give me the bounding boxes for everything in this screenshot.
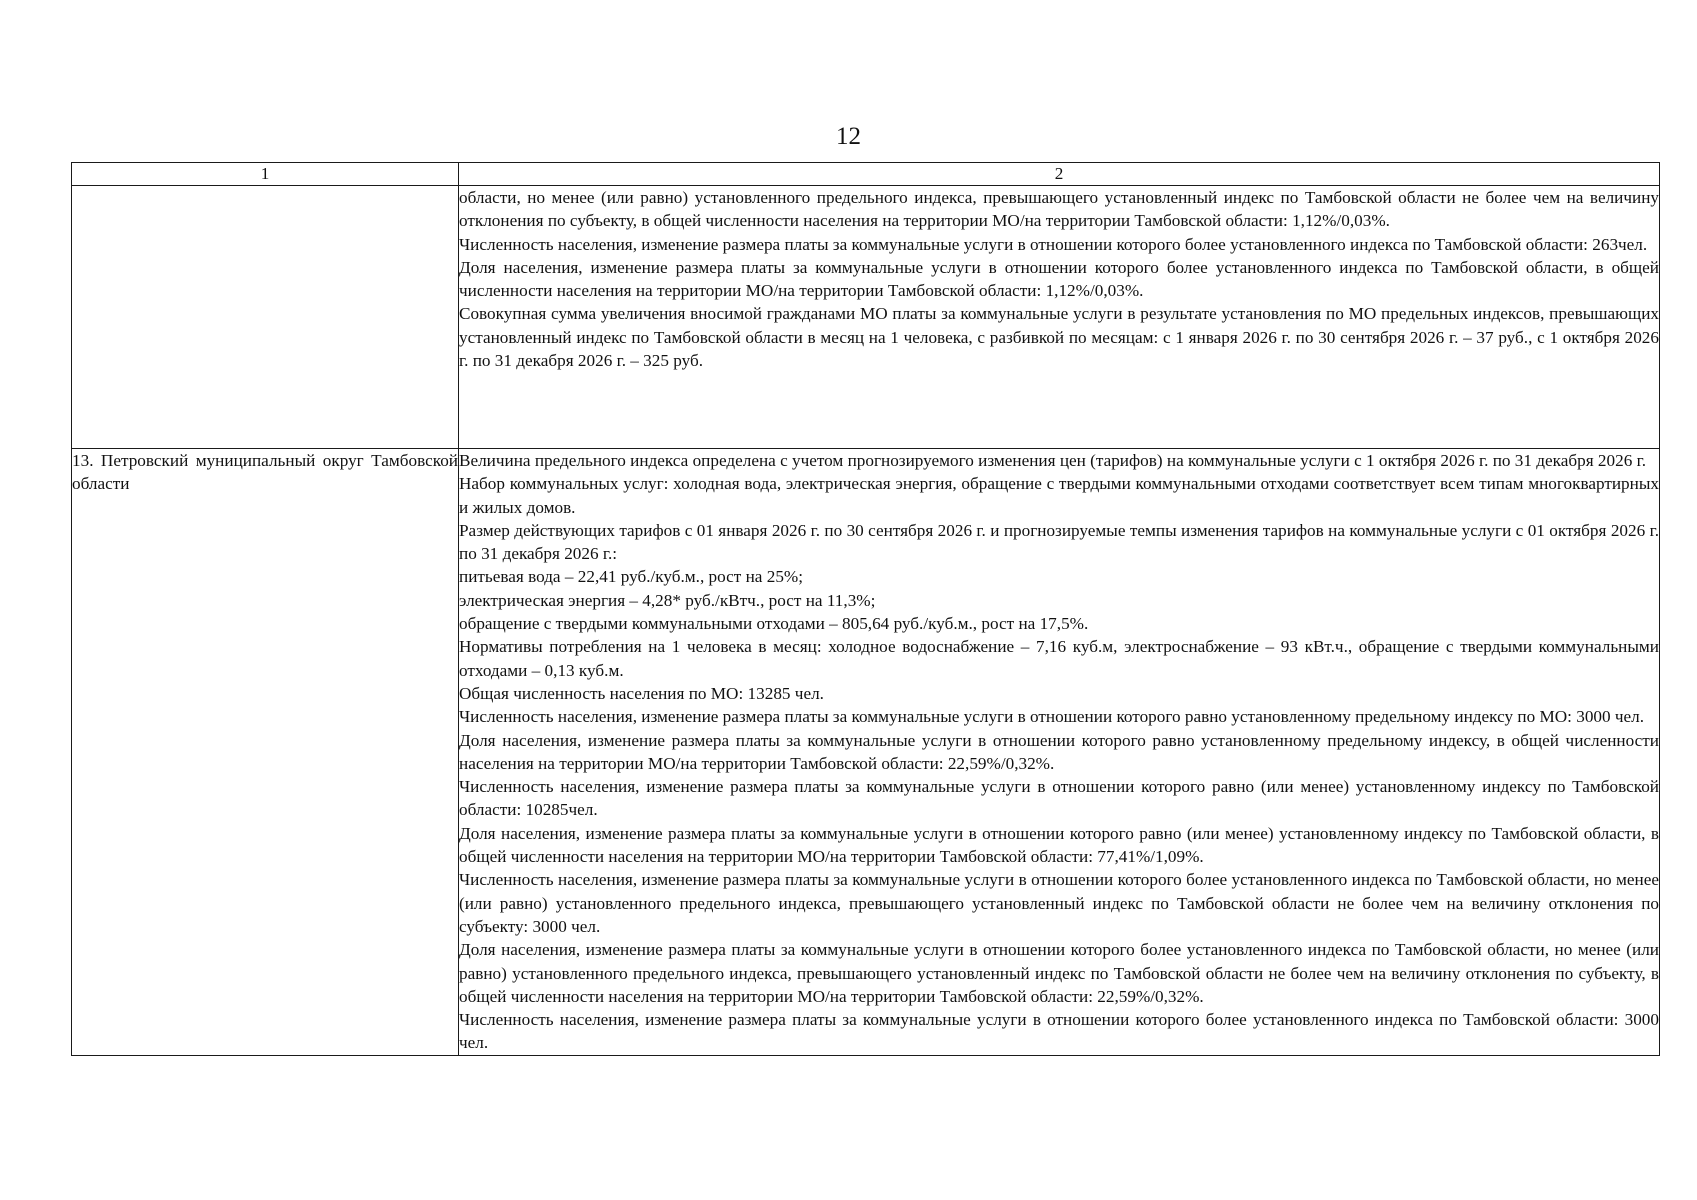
description-cell: [459, 186, 1660, 449]
column-header-1: 1: [72, 163, 459, 186]
description-cell: [459, 449, 1660, 1056]
paragraph: питьевая вода – 22,41 руб./куб.м., рост на 25%;: [459, 567, 804, 587]
paragraph: Доля населения, изменение размера платы за коммунальные услуги в отношении которого равно установленному предельному индексу, в общей численности населения на территории МО/на территории Тамбовской области: 22,59%/0,32%.: [459, 730, 1659, 773]
table-row: [72, 449, 1660, 1056]
paragraph: обращение с твердыми коммунальными отходами – 805,64 руб./куб.м., рост на 17,5%.: [459, 614, 1089, 634]
paragraph: Численность населения, изменение размера платы за коммунальные услуги в отношении которого более установленного индекса по Тамбовской области, но менее (или равно) установленного предельного индекса, превышающего установленный индекс по Тамбовской области не более чем на величину отклонения по субъекту: 3000 чел.: [459, 870, 1659, 936]
paragraph: Численность населения, изменение размера платы за коммунальные услуги в отношении которого более установленного индекса по Тамбовской области: 263чел.: [459, 234, 1648, 254]
paragraph: Численность населения, изменение размера платы за коммунальные услуги в отношении которого равно установленному предельному индексу по МО: 3000 чел.: [459, 707, 1645, 727]
column-header-2: 2: [459, 163, 1660, 186]
paragraph: Величина предельного индекса определена с учетом прогнозируемого изменения цен (тарифов) на коммунальные услуги с 1 октября 2026 г. по 31 декабря 2026 г.: [459, 451, 1647, 470]
paragraph: Доля населения, изменение размера платы за коммунальные услуги в отношении которого более установленного индекса по Тамбовской области, но менее (или равно) установленного предельного индекса, превышающего установленный индекс по Тамбовской области не более чем на величину отклонения по субъекту, в общей численности населения на территории МО/на территории Тамбовской области: 22,59%/0,32%.: [459, 940, 1659, 1006]
paragraph: Нормативы потребления на 1 человека в месяц: холодное водоснабжение – 7,16 куб.м, электроснабжение – 93 кВт.ч., обращение с твердыми коммунальными отходами – 0,13 куб.м.: [459, 637, 1659, 680]
paragraph: Совокупная сумма увеличения вносимой гражданами МО платы за коммунальные услуги в результате установления по МО предельных индексов, превышающих установленный индекс по Тамбовской области в месяц на 1 человека, с разбивкой по месяцам: с 1 января 2026 г. по 30 сентября 2026 г. – 37 руб., с 1 октября 2026 г. по 31 декабря 2026 г. – 325 руб.: [459, 304, 1659, 371]
document-table: [71, 162, 1660, 1056]
paragraph: Размер действующих тарифов с 01 января 2026 г. по 30 сентября 2026 г. и прогнозируемые темпы изменения тарифов на коммунальные услуги с 01 октября 2026 г. по 31 декабря 2026 г.:: [459, 520, 1659, 564]
table-header-row: [72, 163, 1660, 186]
paragraph: Численность населения, изменение размера платы за коммунальные услуги в отношении которого более установленного индекса по Тамбовской области: 3000 чел.: [459, 1010, 1659, 1053]
paragraph: Доля населения, изменение размера платы за коммунальные услуги в отношении которого равно (или менее) установленному индексу по Тамбовской области, в общей численности населения на территории МО/на территории Тамбовской области: 77,41%/1,09%.: [459, 823, 1659, 867]
paragraph: электрическая энергия – 4,28* руб./кВтч., рост на 11,3%;: [459, 590, 876, 610]
paragraph: Доля населения, изменение размера платы за коммунальные услуги в отношении которого более установленного индекса по Тамбовской области, в общей численности населения на территории МО/на территории Тамбовской области: 1,12%/0,03%.: [459, 257, 1659, 301]
paragraph: Набор коммунальных услуг: холодная вода, электрическая энергия, обращение с твердыми коммунальными отходами соответствует всем типам многоквартирных и жилых домов.: [459, 474, 1659, 517]
paragraph: Численность населения, изменение размера платы за коммунальные услуги в отношении которого равно (или менее) установленному индексу по Тамбовской области: 10285чел.: [459, 777, 1659, 820]
paragraph: Общая численность населения по МО: 13285 чел.: [459, 683, 824, 703]
paragraph: области, но менее (или равно) установленного предельного индекса, превышающего установленный индекс по Тамбовской области не более чем на величину отклонения по субъекту, в общей численности населения на территории МО/на территории Тамбовской области: 1,12%/0,03%.: [459, 188, 1659, 231]
page-number: 12: [836, 123, 861, 150]
region-cell: [72, 186, 459, 449]
table-row: [72, 186, 1660, 449]
region-cell: 13. Петровский муниципальный округ Тамбовской области: [72, 449, 459, 1056]
